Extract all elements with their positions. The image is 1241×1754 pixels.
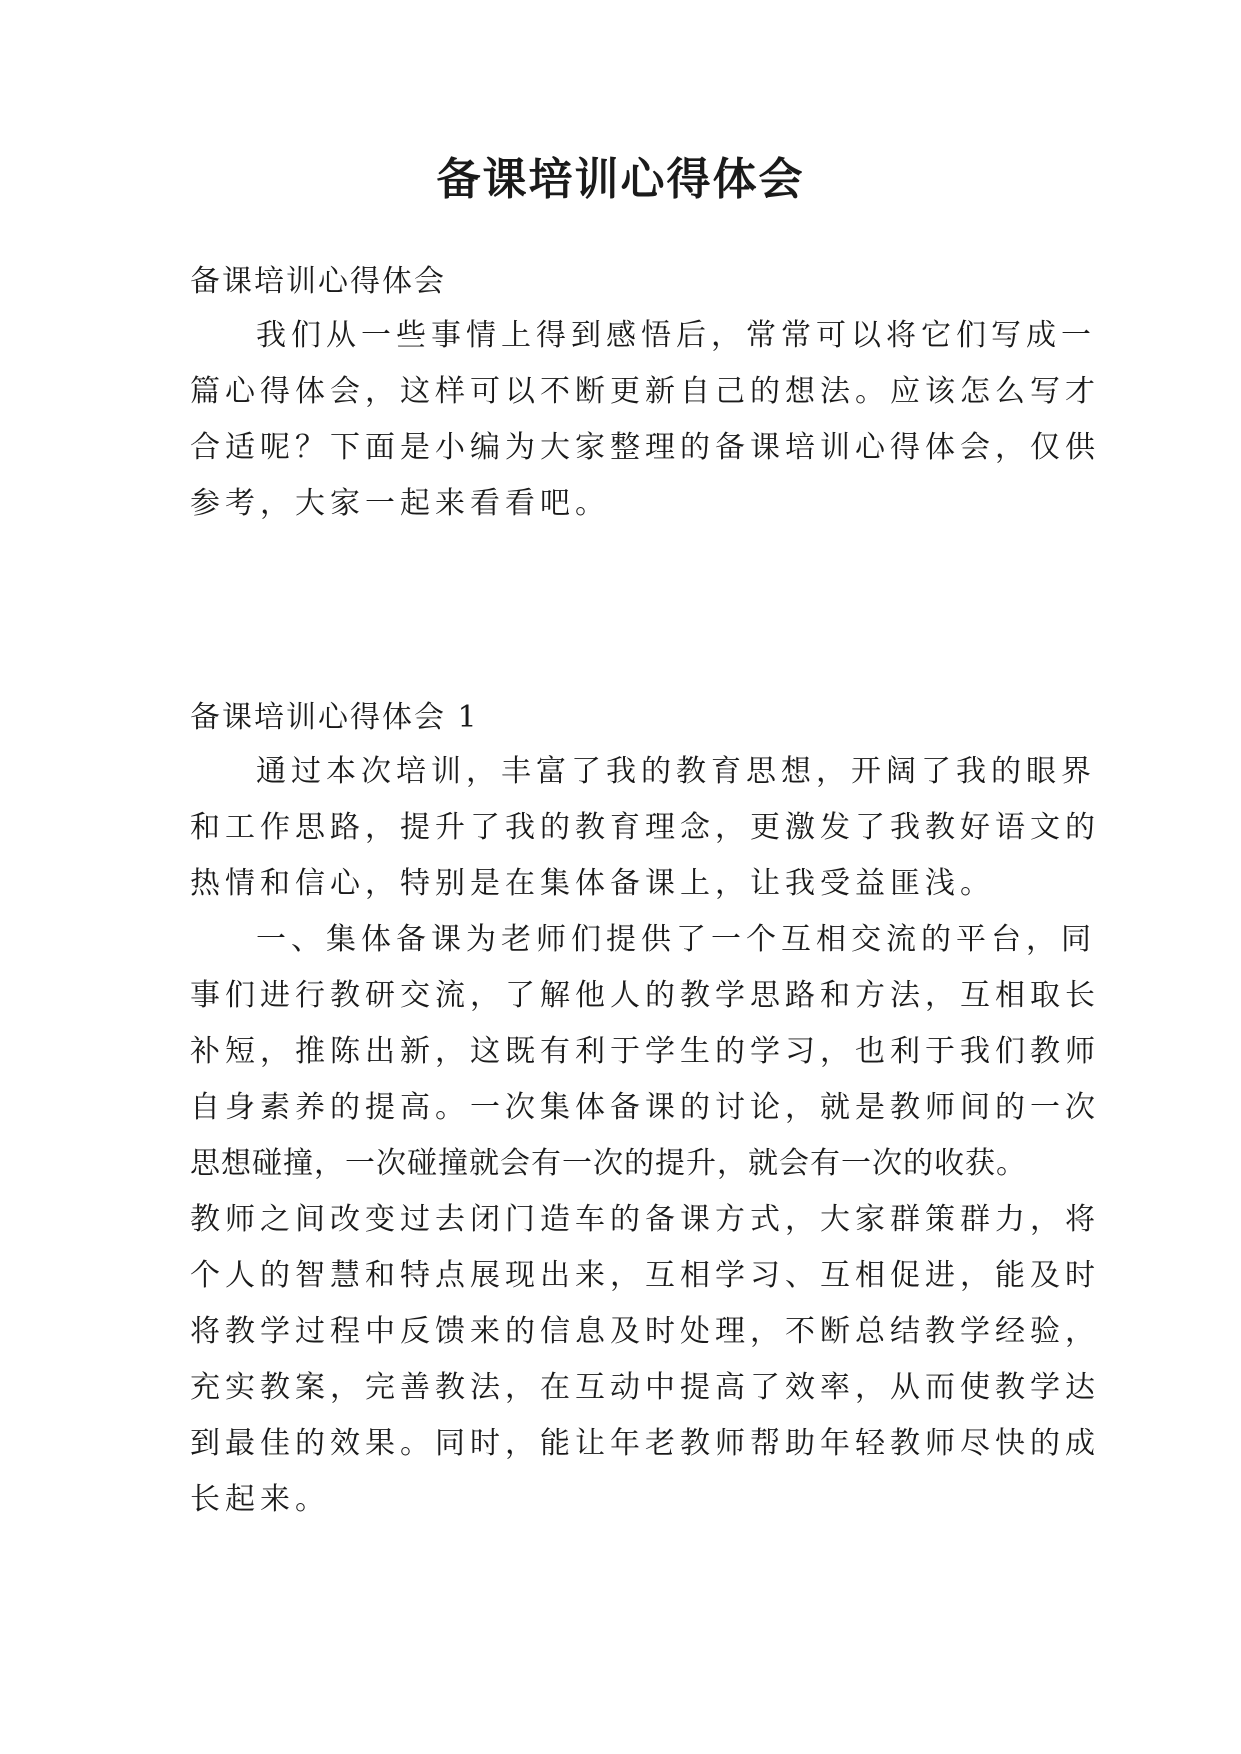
paragraph-line: 一、集体备课为老师们提供了一个互相交流的平台，同	[256, 922, 1096, 957]
intro-paragraph	[190, 308, 1100, 532]
paragraph-line: 自身素养的提高。一次集体备课的讨论，就是教师间的一次	[190, 1090, 1100, 1125]
section1-paragraph-1	[190, 744, 1100, 912]
paragraph-line: 我们从一些事情上得到感悟后，常常可以将它们写成一	[256, 318, 1096, 353]
paragraph-line: 通过本次培训，丰富了我的教育思想，开阔了我的眼界	[256, 754, 1096, 789]
paragraph-line: 和工作思路，提升了我的教育理念，更激发了我教好语文的	[190, 810, 1100, 845]
paragraph-line: 补短，推陈出新，这既有利于学生的学习，也利于我们教师	[190, 1034, 1100, 1069]
document-title: 备课培训心得体会	[436, 154, 805, 205]
paragraph-line: 教师之间改变过去闭门造车的备课方式，大家群策群力，将	[190, 1202, 1100, 1237]
paragraph-line: 将教学过程中反馈来的信息及时处理，不断总结教学经验，	[190, 1314, 1100, 1349]
paragraph-line: 到最佳的效果。同时，能让年老教师帮助年轻教师尽快的成	[190, 1426, 1100, 1461]
paragraph-line: 热情和信心，特别是在集体备课上，让我受益匪浅。	[190, 866, 995, 901]
section1-heading: 备课培训心得体会 1	[190, 700, 479, 735]
paragraph-line: 参考，大家一起来看看吧。	[190, 486, 610, 521]
section1-paragraph-2	[190, 912, 1100, 1528]
paragraph-line: 思想碰撞，一次碰撞就会有一次的提升，就会有一次的收获。	[190, 1146, 1027, 1181]
paragraph-line: 长起来。	[190, 1482, 330, 1517]
paragraph-line: 个人的智慧和特点展现出来，互相学习、互相促进，能及时	[190, 1258, 1100, 1293]
paragraph-line: 充实教案，完善教法，在互动中提高了效率，从而使教学达	[190, 1370, 1100, 1405]
paragraph-line: 合适呢？下面是小编为大家整理的备课培训心得体会，仅供	[190, 430, 1100, 465]
paragraph-line: 事们进行教研交流，了解他人的教学思路和方法，互相取长	[190, 978, 1100, 1013]
intro-heading: 备课培训心得体会	[190, 264, 446, 299]
paragraph-line: 篇心得体会，这样可以不断更新自己的想法。应该怎么写才	[190, 374, 1100, 409]
